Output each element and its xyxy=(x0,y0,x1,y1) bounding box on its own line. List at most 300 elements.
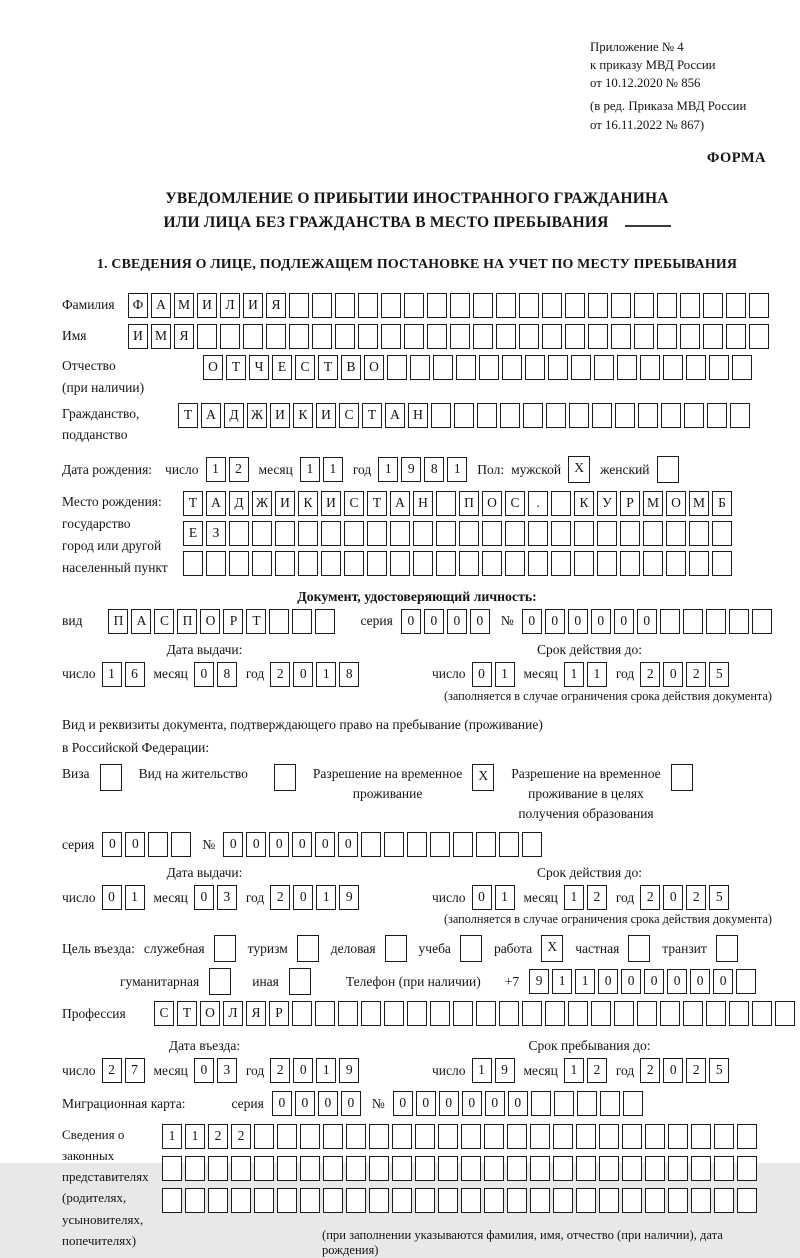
char-box[interactable] xyxy=(392,1156,412,1181)
char-box[interactable] xyxy=(574,521,594,546)
char-box[interactable] xyxy=(185,1188,205,1213)
char-box[interactable] xyxy=(252,551,272,576)
char-box[interactable]: Р xyxy=(620,491,640,516)
char-box[interactable]: 1 xyxy=(323,457,343,482)
char-box[interactable]: 5 xyxy=(709,1058,729,1083)
birth-year-boxes[interactable] xyxy=(378,457,470,482)
char-box[interactable] xyxy=(231,1188,251,1213)
char-box[interactable]: 1 xyxy=(102,662,122,687)
char-box[interactable] xyxy=(530,1156,550,1181)
char-box[interactable]: 0 xyxy=(293,885,313,910)
char-box[interactable]: С xyxy=(339,403,359,428)
entry-day[interactable] xyxy=(102,1058,148,1083)
char-box[interactable] xyxy=(683,1001,703,1026)
char-box[interactable]: Л xyxy=(220,293,240,318)
char-box[interactable] xyxy=(752,1001,772,1026)
char-box[interactable]: В xyxy=(341,355,361,380)
char-box[interactable]: Я xyxy=(246,1001,266,1026)
char-box[interactable]: П xyxy=(108,609,128,634)
char-box[interactable] xyxy=(620,551,640,576)
char-box[interactable]: X xyxy=(541,935,563,962)
char-box[interactable]: 0 xyxy=(663,662,683,687)
char-box[interactable] xyxy=(243,324,263,349)
char-box[interactable] xyxy=(499,1001,519,1026)
char-box[interactable]: 0 xyxy=(338,832,358,857)
char-box[interactable]: 0 xyxy=(644,969,664,994)
char-box[interactable]: Р xyxy=(223,609,243,634)
char-box[interactable] xyxy=(431,403,451,428)
entry-year[interactable] xyxy=(270,1058,362,1083)
char-box[interactable]: 8 xyxy=(339,662,359,687)
char-box[interactable] xyxy=(617,355,637,380)
char-box[interactable] xyxy=(569,403,589,428)
char-box[interactable] xyxy=(638,403,658,428)
char-box[interactable] xyxy=(390,551,410,576)
stay-month[interactable] xyxy=(564,1058,610,1083)
char-box[interactable] xyxy=(591,1001,611,1026)
char-box[interactable]: 5 xyxy=(709,662,729,687)
char-box[interactable]: 0 xyxy=(194,885,214,910)
char-box[interactable] xyxy=(274,764,296,791)
char-box[interactable] xyxy=(361,832,381,857)
char-box[interactable]: 0 xyxy=(447,609,467,634)
char-box[interactable]: Я xyxy=(266,293,286,318)
char-box[interactable]: 0 xyxy=(269,832,289,857)
char-box[interactable] xyxy=(459,551,479,576)
char-box[interactable] xyxy=(312,324,332,349)
char-box[interactable] xyxy=(484,1188,504,1213)
char-box[interactable] xyxy=(229,551,249,576)
char-box[interactable]: 0 xyxy=(667,969,687,994)
char-box[interactable]: И xyxy=(316,403,336,428)
char-box[interactable]: С xyxy=(295,355,315,380)
char-box[interactable] xyxy=(597,551,617,576)
char-box[interactable] xyxy=(436,551,456,576)
char-box[interactable] xyxy=(473,324,493,349)
residence-issue-day[interactable] xyxy=(102,885,148,910)
char-box[interactable] xyxy=(628,935,650,962)
char-box[interactable] xyxy=(300,1188,320,1213)
char-box[interactable] xyxy=(691,1124,711,1149)
temp-permit-checkbox[interactable] xyxy=(472,764,497,791)
char-box[interactable] xyxy=(344,551,364,576)
char-box[interactable] xyxy=(726,324,746,349)
residence-issue-month[interactable] xyxy=(194,885,240,910)
char-box[interactable] xyxy=(531,1091,551,1116)
char-box[interactable] xyxy=(384,1001,404,1026)
char-box[interactable]: С xyxy=(344,491,364,516)
purpose-other-checkbox[interactable] xyxy=(289,968,314,995)
char-box[interactable]: 0 xyxy=(102,885,122,910)
char-box[interactable]: 2 xyxy=(229,457,249,482)
char-box[interactable]: 2 xyxy=(686,885,706,910)
char-box[interactable]: 1 xyxy=(316,885,336,910)
char-box[interactable]: 2 xyxy=(270,1058,290,1083)
char-box[interactable]: Ф xyxy=(128,293,148,318)
char-box[interactable]: Т xyxy=(246,609,266,634)
char-box[interactable]: 2 xyxy=(587,1058,607,1083)
char-box[interactable] xyxy=(430,1001,450,1026)
char-box[interactable]: О xyxy=(203,355,223,380)
char-box[interactable] xyxy=(460,935,482,962)
char-box[interactable] xyxy=(668,1156,688,1181)
char-box[interactable]: И xyxy=(270,403,290,428)
char-box[interactable]: . xyxy=(528,491,548,516)
char-box[interactable]: 0 xyxy=(401,609,421,634)
char-box[interactable] xyxy=(775,1001,795,1026)
char-box[interactable]: 9 xyxy=(529,969,549,994)
char-box[interactable]: 2 xyxy=(686,1058,706,1083)
char-box[interactable] xyxy=(588,293,608,318)
residence-issue-year[interactable] xyxy=(270,885,362,910)
char-box[interactable] xyxy=(732,355,752,380)
char-box[interactable]: 0 xyxy=(393,1091,413,1116)
char-box[interactable] xyxy=(684,403,704,428)
char-box[interactable] xyxy=(551,551,571,576)
char-box[interactable] xyxy=(691,1188,711,1213)
char-box[interactable] xyxy=(476,1001,496,1026)
char-box[interactable] xyxy=(568,1001,588,1026)
char-box[interactable] xyxy=(689,551,709,576)
char-box[interactable] xyxy=(459,521,479,546)
char-box[interactable]: А xyxy=(151,293,171,318)
char-box[interactable]: Т xyxy=(362,403,382,428)
char-box[interactable] xyxy=(657,456,679,483)
char-box[interactable] xyxy=(289,324,309,349)
char-box[interactable]: 1 xyxy=(447,457,467,482)
char-box[interactable]: 0 xyxy=(293,662,313,687)
char-box[interactable]: З xyxy=(206,521,226,546)
char-box[interactable] xyxy=(542,324,562,349)
char-box[interactable]: X xyxy=(568,456,590,483)
char-box[interactable]: 9 xyxy=(401,457,421,482)
char-box[interactable] xyxy=(663,355,683,380)
identity-valid-year[interactable] xyxy=(640,662,732,687)
char-box[interactable] xyxy=(438,1188,458,1213)
char-box[interactable] xyxy=(499,832,519,857)
char-box[interactable]: 0 xyxy=(472,885,492,910)
char-box[interactable] xyxy=(335,324,355,349)
identity-number-boxes[interactable] xyxy=(522,609,775,634)
char-box[interactable] xyxy=(622,1124,642,1149)
char-box[interactable]: 0 xyxy=(663,1058,683,1083)
char-box[interactable] xyxy=(530,1188,550,1213)
char-box[interactable]: А xyxy=(131,609,151,634)
char-box[interactable] xyxy=(706,1001,726,1026)
char-box[interactable] xyxy=(254,1156,274,1181)
char-box[interactable] xyxy=(643,521,663,546)
char-box[interactable] xyxy=(691,1156,711,1181)
char-box[interactable]: 0 xyxy=(472,662,492,687)
char-box[interactable] xyxy=(574,551,594,576)
char-box[interactable] xyxy=(292,1001,312,1026)
char-box[interactable] xyxy=(689,521,709,546)
char-box[interactable] xyxy=(346,1124,366,1149)
char-box[interactable]: 2 xyxy=(587,885,607,910)
char-box[interactable] xyxy=(729,609,749,634)
visa-checkbox[interactable] xyxy=(100,764,125,791)
char-box[interactable] xyxy=(599,1156,619,1181)
char-box[interactable] xyxy=(553,1156,573,1181)
char-box[interactable]: 0 xyxy=(621,969,641,994)
char-box[interactable] xyxy=(410,355,430,380)
phone-boxes[interactable] xyxy=(529,969,759,994)
purpose-private-checkbox[interactable] xyxy=(628,935,653,962)
char-box[interactable] xyxy=(752,609,772,634)
char-box[interactable]: 0 xyxy=(292,832,312,857)
char-box[interactable] xyxy=(565,324,585,349)
char-box[interactable] xyxy=(289,293,309,318)
char-box[interactable] xyxy=(680,324,700,349)
stay-year[interactable] xyxy=(640,1058,732,1083)
char-box[interactable] xyxy=(171,832,191,857)
char-box[interactable]: 1 xyxy=(564,1058,584,1083)
char-box[interactable]: 0 xyxy=(102,832,122,857)
birth-month-boxes[interactable] xyxy=(300,457,346,482)
char-box[interactable] xyxy=(686,355,706,380)
char-box[interactable] xyxy=(479,355,499,380)
char-box[interactable] xyxy=(729,1001,749,1026)
char-box[interactable] xyxy=(553,1188,573,1213)
char-box[interactable]: 2 xyxy=(102,1058,122,1083)
char-box[interactable] xyxy=(312,293,332,318)
char-box[interactable] xyxy=(358,293,378,318)
char-box[interactable] xyxy=(346,1188,366,1213)
char-box[interactable]: 3 xyxy=(217,885,237,910)
char-box[interactable] xyxy=(657,293,677,318)
char-box[interactable] xyxy=(436,521,456,546)
char-box[interactable]: 0 xyxy=(272,1091,292,1116)
char-box[interactable]: 0 xyxy=(341,1091,361,1116)
char-box[interactable]: 9 xyxy=(495,1058,515,1083)
char-box[interactable] xyxy=(683,609,703,634)
char-box[interactable] xyxy=(461,1188,481,1213)
residence-valid-month[interactable] xyxy=(564,885,610,910)
char-box[interactable] xyxy=(197,324,217,349)
char-box[interactable] xyxy=(229,521,249,546)
char-box[interactable] xyxy=(749,293,769,318)
char-box[interactable] xyxy=(415,1188,435,1213)
char-box[interactable] xyxy=(300,1156,320,1181)
char-box[interactable] xyxy=(148,832,168,857)
char-box[interactable]: 0 xyxy=(424,609,444,634)
char-box[interactable]: И xyxy=(321,491,341,516)
char-box[interactable] xyxy=(404,293,424,318)
char-box[interactable]: 0 xyxy=(713,969,733,994)
char-box[interactable] xyxy=(438,1156,458,1181)
char-box[interactable] xyxy=(551,521,571,546)
residence-series-boxes[interactable] xyxy=(102,832,194,857)
char-box[interactable]: О xyxy=(200,609,220,634)
char-box[interactable]: И xyxy=(197,293,217,318)
char-box[interactable] xyxy=(162,1156,182,1181)
char-box[interactable] xyxy=(546,403,566,428)
char-box[interactable] xyxy=(450,324,470,349)
purpose-tourism-checkbox[interactable] xyxy=(297,935,322,962)
char-box[interactable] xyxy=(456,355,476,380)
char-box[interactable] xyxy=(545,1001,565,1026)
char-box[interactable] xyxy=(292,609,312,634)
sex-male-checkbox[interactable] xyxy=(568,456,593,483)
char-box[interactable] xyxy=(530,1124,550,1149)
char-box[interactable] xyxy=(298,521,318,546)
purpose-study-checkbox[interactable] xyxy=(460,935,485,962)
char-box[interactable] xyxy=(358,324,378,349)
char-box[interactable] xyxy=(209,968,231,995)
char-box[interactable] xyxy=(554,1091,574,1116)
char-box[interactable]: К xyxy=(298,491,318,516)
char-box[interactable]: С xyxy=(505,491,525,516)
char-box[interactable] xyxy=(597,521,617,546)
char-box[interactable]: А xyxy=(385,403,405,428)
char-box[interactable]: Т xyxy=(367,491,387,516)
char-box[interactable] xyxy=(208,1188,228,1213)
char-box[interactable] xyxy=(716,935,738,962)
char-box[interactable] xyxy=(645,1156,665,1181)
char-box[interactable] xyxy=(588,324,608,349)
char-box[interactable] xyxy=(361,1001,381,1026)
char-box[interactable]: О xyxy=(200,1001,220,1026)
char-box[interactable]: К xyxy=(293,403,313,428)
char-box[interactable]: И xyxy=(275,491,295,516)
char-box[interactable]: 0 xyxy=(194,662,214,687)
char-box[interactable] xyxy=(254,1124,274,1149)
char-box[interactable]: Н xyxy=(408,403,428,428)
char-box[interactable]: О xyxy=(364,355,384,380)
char-box[interactable] xyxy=(709,355,729,380)
char-box[interactable]: 2 xyxy=(208,1124,228,1149)
entry-month[interactable] xyxy=(194,1058,240,1083)
char-box[interactable]: 0 xyxy=(194,1058,214,1083)
char-box[interactable] xyxy=(482,551,502,576)
char-box[interactable] xyxy=(661,403,681,428)
char-box[interactable]: Я xyxy=(174,324,194,349)
char-box[interactable]: С xyxy=(154,609,174,634)
char-box[interactable] xyxy=(367,551,387,576)
char-box[interactable] xyxy=(737,1188,757,1213)
char-box[interactable]: 7 xyxy=(125,1058,145,1083)
char-box[interactable]: 1 xyxy=(300,457,320,482)
char-box[interactable]: 8 xyxy=(424,457,444,482)
char-box[interactable] xyxy=(507,1156,527,1181)
char-box[interactable] xyxy=(714,1188,734,1213)
char-box[interactable] xyxy=(548,355,568,380)
char-box[interactable] xyxy=(640,355,660,380)
identity-valid-day[interactable] xyxy=(472,662,518,687)
char-box[interactable]: Т xyxy=(318,355,338,380)
char-box[interactable] xyxy=(407,832,427,857)
char-box[interactable]: 1 xyxy=(575,969,595,994)
char-box[interactable] xyxy=(338,1001,358,1026)
char-box[interactable]: И xyxy=(243,293,263,318)
char-box[interactable]: 9 xyxy=(339,885,359,910)
char-box[interactable] xyxy=(571,355,591,380)
birth-place-boxes-row3[interactable] xyxy=(183,551,735,576)
sex-female-checkbox[interactable] xyxy=(657,456,682,483)
char-box[interactable]: 1 xyxy=(206,457,226,482)
char-box[interactable]: 0 xyxy=(318,1091,338,1116)
char-box[interactable]: Т xyxy=(226,355,246,380)
char-box[interactable]: 5 xyxy=(709,885,729,910)
char-box[interactable]: 1 xyxy=(495,885,515,910)
char-box[interactable] xyxy=(323,1156,343,1181)
char-box[interactable] xyxy=(505,521,525,546)
char-box[interactable] xyxy=(623,1091,643,1116)
char-box[interactable]: 0 xyxy=(508,1091,528,1116)
char-box[interactable]: Е xyxy=(272,355,292,380)
char-box[interactable]: 2 xyxy=(640,662,660,687)
birth-day-boxes[interactable] xyxy=(206,457,252,482)
birth-place-boxes-row1[interactable] xyxy=(183,491,735,516)
char-box[interactable] xyxy=(413,521,433,546)
char-box[interactable]: Д xyxy=(224,403,244,428)
char-box[interactable]: Р xyxy=(269,1001,289,1026)
char-box[interactable] xyxy=(576,1188,596,1213)
temp-permit-edu-checkbox[interactable] xyxy=(671,764,696,791)
char-box[interactable]: 0 xyxy=(293,1058,313,1083)
identity-valid-month[interactable] xyxy=(564,662,610,687)
char-box[interactable] xyxy=(645,1188,665,1213)
char-box[interactable] xyxy=(668,1188,688,1213)
char-box[interactable] xyxy=(507,1188,527,1213)
char-box[interactable] xyxy=(321,551,341,576)
char-box[interactable]: 0 xyxy=(637,609,657,634)
char-box[interactable] xyxy=(392,1188,412,1213)
char-box[interactable] xyxy=(592,403,612,428)
char-box[interactable]: М xyxy=(643,491,663,516)
char-box[interactable] xyxy=(496,293,516,318)
char-box[interactable]: 0 xyxy=(315,832,335,857)
char-box[interactable] xyxy=(726,293,746,318)
char-box[interactable]: 2 xyxy=(270,885,290,910)
char-box[interactable] xyxy=(453,832,473,857)
char-box[interactable]: 2 xyxy=(686,662,706,687)
char-box[interactable] xyxy=(599,1188,619,1213)
char-box[interactable]: А xyxy=(390,491,410,516)
char-box[interactable] xyxy=(323,1188,343,1213)
char-box[interactable]: 0 xyxy=(485,1091,505,1116)
char-box[interactable] xyxy=(712,521,732,546)
char-box[interactable]: 1 xyxy=(472,1058,492,1083)
char-box[interactable]: К xyxy=(574,491,594,516)
char-box[interactable] xyxy=(206,551,226,576)
char-box[interactable] xyxy=(611,293,631,318)
char-box[interactable] xyxy=(454,403,474,428)
char-box[interactable] xyxy=(614,1001,634,1026)
char-box[interactable]: У xyxy=(597,491,617,516)
char-box[interactable]: И xyxy=(128,324,148,349)
purpose-work-checkbox[interactable] xyxy=(541,935,566,962)
char-box[interactable] xyxy=(507,1124,527,1149)
char-box[interactable] xyxy=(415,1156,435,1181)
char-box[interactable] xyxy=(315,609,335,634)
char-box[interactable]: 8 xyxy=(217,662,237,687)
char-box[interactable]: 2 xyxy=(270,662,290,687)
char-box[interactable] xyxy=(430,832,450,857)
char-box[interactable] xyxy=(484,1124,504,1149)
char-box[interactable] xyxy=(390,521,410,546)
char-box[interactable]: 2 xyxy=(640,885,660,910)
char-box[interactable] xyxy=(737,1124,757,1149)
char-box[interactable]: 0 xyxy=(614,609,634,634)
char-box[interactable]: 0 xyxy=(223,832,243,857)
char-box[interactable] xyxy=(289,968,311,995)
char-box[interactable] xyxy=(594,355,614,380)
stay-day[interactable] xyxy=(472,1058,518,1083)
char-box[interactable] xyxy=(453,1001,473,1026)
char-box[interactable] xyxy=(298,551,318,576)
char-box[interactable]: А xyxy=(206,491,226,516)
